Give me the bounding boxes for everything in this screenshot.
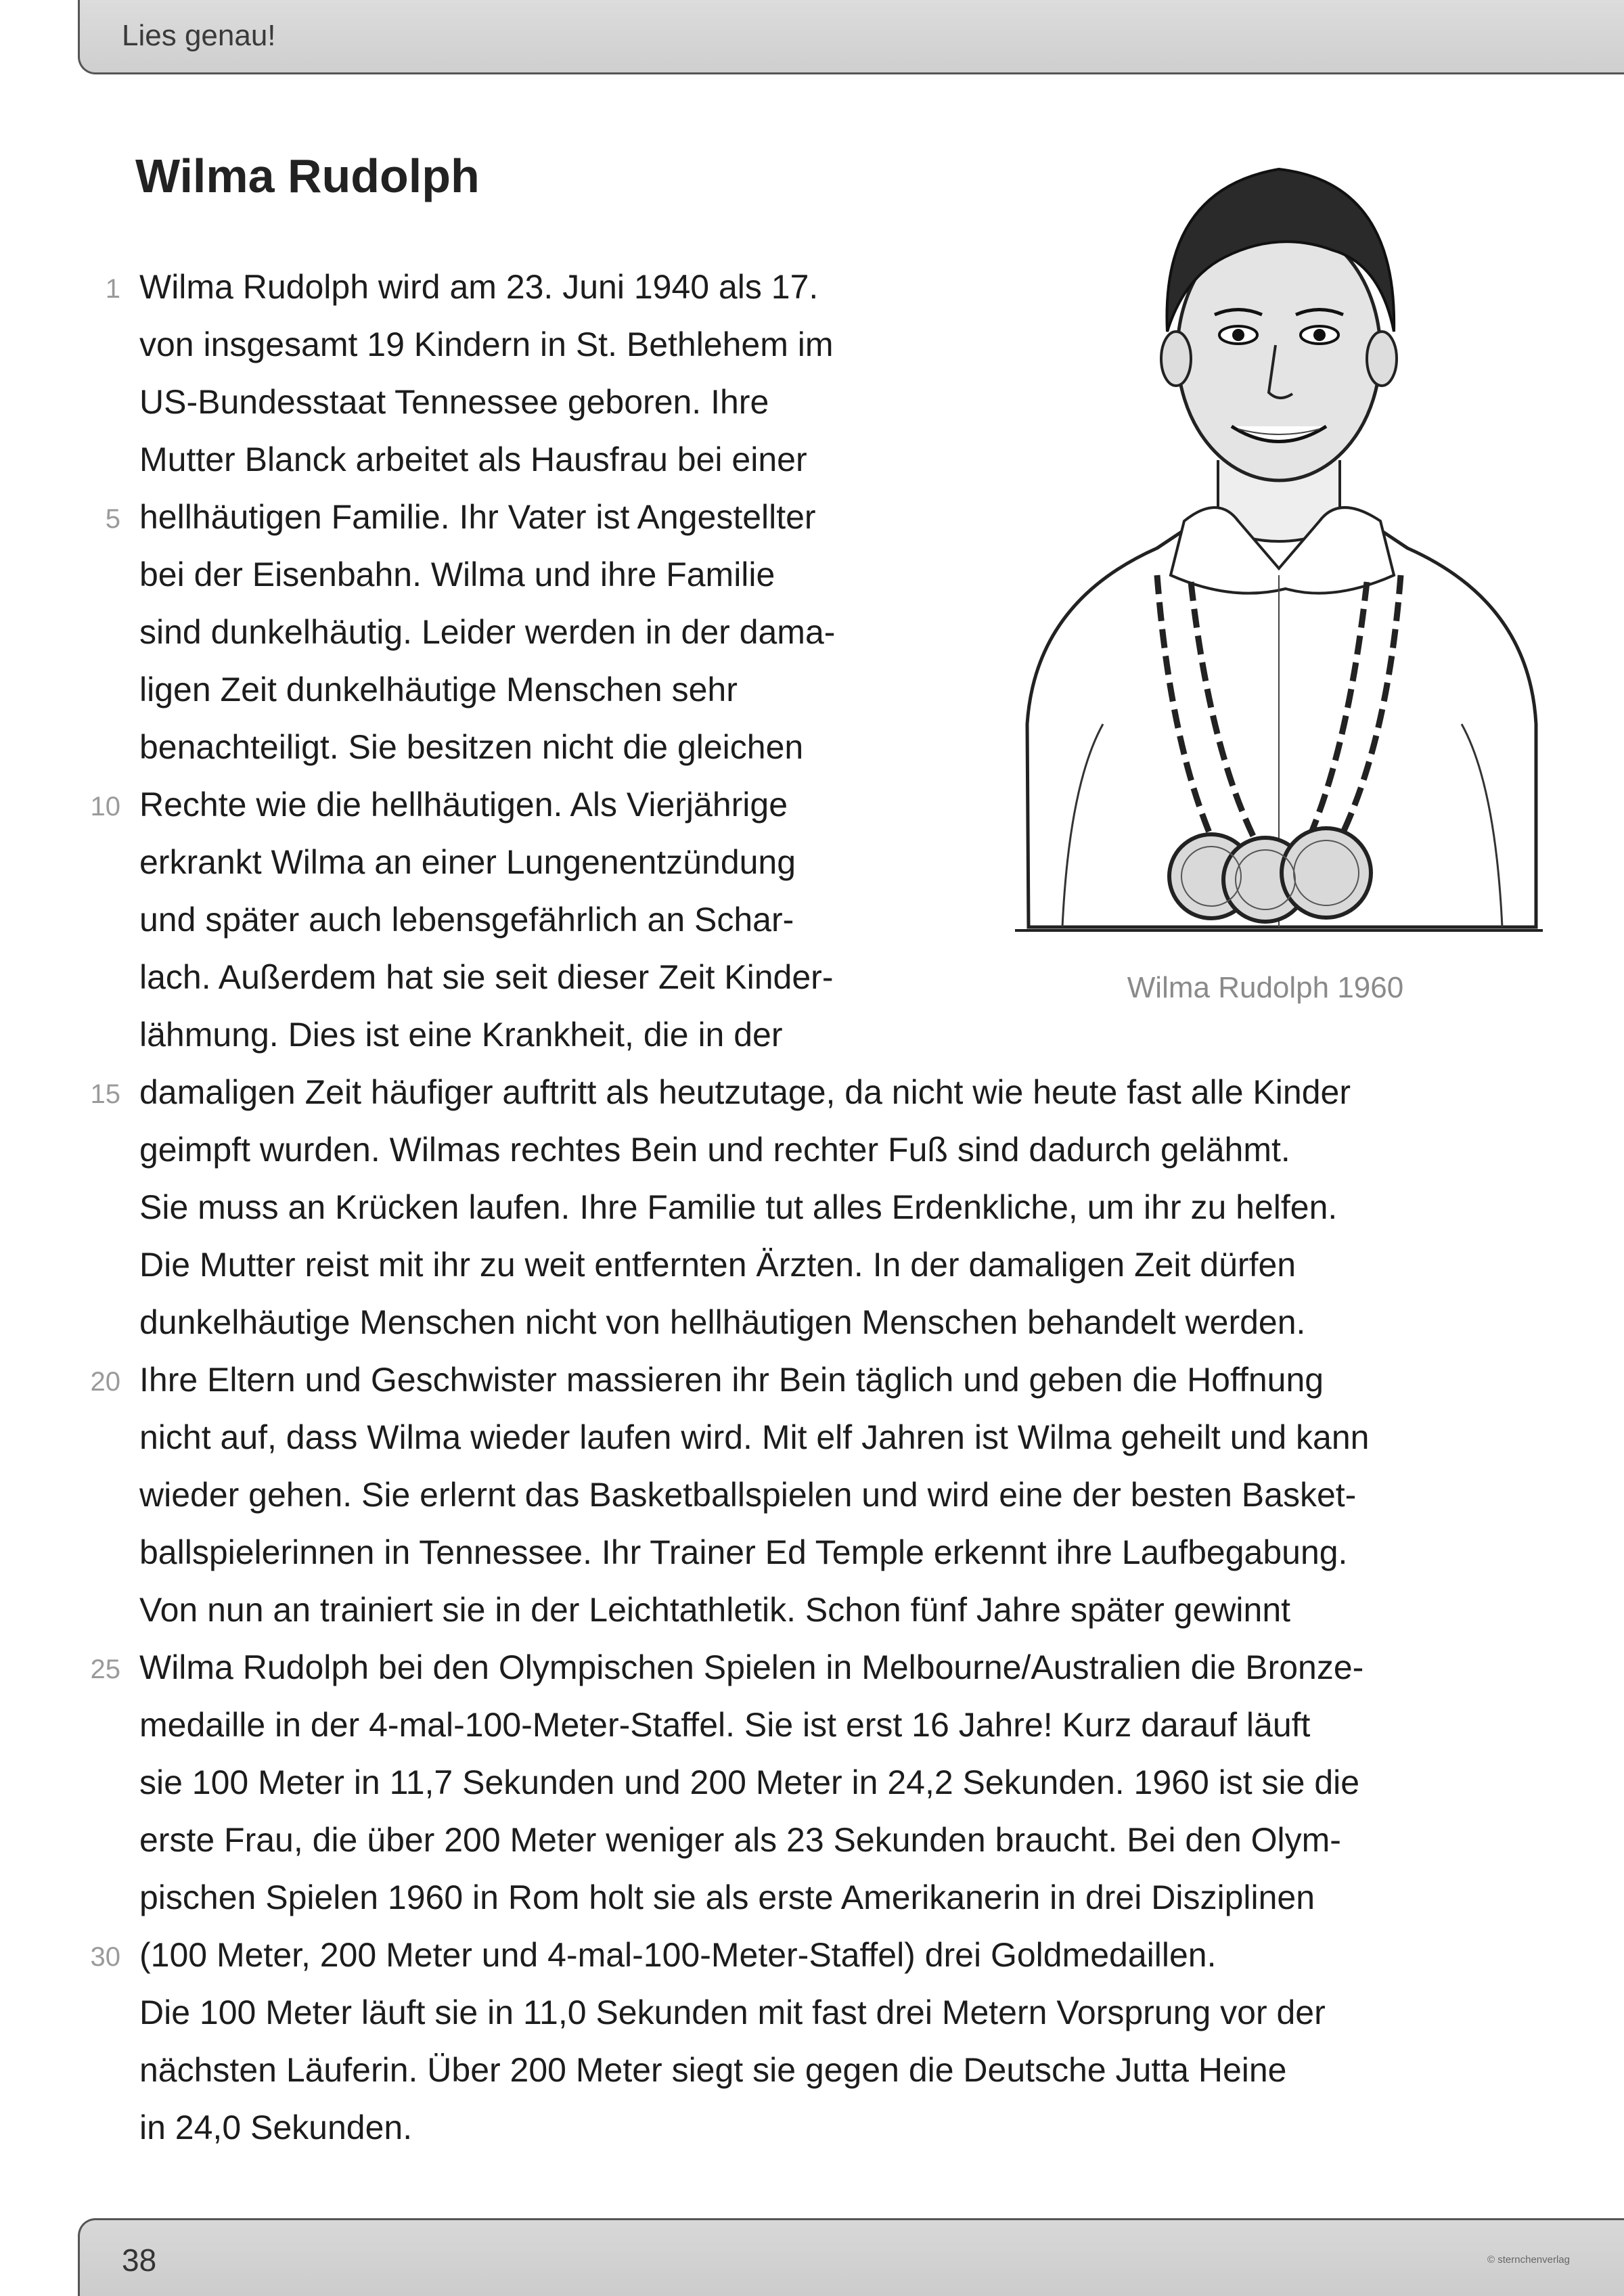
text-line: Rechte wie die hellhäutigen. Als Vierjährige [139, 786, 788, 824]
text-line: ligen Zeit dunkelhäutige Menschen sehr [139, 671, 738, 708]
text-line: erste Frau, die über 200 Meter weniger als 23 Sekunden braucht. Bei den Olym- [139, 1821, 1341, 1859]
text-line: Mutter Blanck arbeitet als Hausfrau bei einer [139, 441, 807, 478]
text-line: damaligen Zeit häufiger auftritt als heutzutage, da nicht wie heute fast alle Kinder [139, 1073, 1351, 1111]
text-line: pischen Spielen 1960 in Rom holt sie als erste Amerikanerin in drei Disziplinen [139, 1878, 1315, 1916]
illustration-caption: Wilma Rudolph 1960 [1127, 971, 1404, 1004]
line-number: 20 [90, 1367, 120, 1397]
line-number: 1 [105, 274, 120, 304]
text-line: nicht auf, dass Wilma wieder laufen wird. Mit elf Jahren ist Wilma geheilt und kann [139, 1418, 1370, 1456]
text-line: geimpft wurden. Wilmas rechtes Bein und rechter Fuß sind dadurch gelähmt. [139, 1131, 1290, 1169]
line-number: 25 [90, 1655, 120, 1684]
text-line: Von nun an trainiert sie in der Leichtathletik. Schon fünf Jahre später gewinnt [139, 1591, 1291, 1629]
text-line: sie 100 Meter in 11,7 Sekunden und 200 Meter in 24,2 Sekunden. 1960 ist sie die [139, 1763, 1360, 1801]
text-line: wieder gehen. Sie erlernt das Basketballspielen und wird eine der besten Basket- [139, 1476, 1357, 1514]
text-line: Wilma Rudolph wird am 23. Juni 1940 als 17. [139, 268, 819, 306]
portrait-illustration [1015, 142, 1543, 941]
header-label: Lies genau! [122, 19, 276, 52]
text-line: Die Mutter reist mit ihr zu weit entfernten Ärzten. In der damaligen Zeit dürfen [139, 1246, 1296, 1284]
page-number: 38 [122, 2243, 157, 2278]
article-title: Wilma Rudolph [135, 150, 480, 202]
text-line: von insgesamt 19 Kindern in St. Bethlehem im [139, 325, 834, 363]
text-line: Sie muss an Krücken laufen. Ihre Familie tut alles Erdenkliche, um ihr zu helfen. [139, 1188, 1338, 1226]
text-line: US-Bundesstaat Tennessee geboren. Ihre [139, 383, 769, 421]
line-number: 10 [90, 792, 120, 821]
text-line: Die 100 Meter läuft sie in 11,0 Sekunden mit fast drei Metern Vorsprung vor der [139, 1994, 1326, 2031]
text-line: in 24,0 Sekunden. [139, 2109, 413, 2146]
text-line: sind dunkelhäutig. Leider werden in der dama- [139, 613, 836, 651]
text-line: erkrankt Wilma an einer Lungenentzündung [139, 843, 796, 881]
line-number: 5 [105, 504, 120, 534]
header-bar [78, 0, 1624, 74]
text-line: benachteiligt. Sie besitzen nicht die gleichen [139, 728, 804, 766]
text-line: Wilma Rudolph bei den Olympischen Spielen in Melbourne/Australien die Bronze- [139, 1648, 1364, 1686]
text-line: und später auch lebensgefährlich an Schar- [139, 901, 794, 939]
text-line: Ihre Eltern und Geschwister massieren ihr Bein täglich und geben die Hoffnung [139, 1361, 1324, 1399]
text-line: ballspielerinnen in Tennessee. Ihr Trainer Ed Temple erkennt ihre Laufbegabung. [139, 1533, 1348, 1571]
text-line: dunkelhäutige Menschen nicht von hellhäutigen Menschen behandelt werden. [139, 1303, 1306, 1341]
text-line: (100 Meter, 200 Meter und 4-mal-100-Meter-Staffel) drei Goldmedaillen. [139, 1936, 1217, 1974]
copyright-note: © sternchenverlag [1487, 2254, 1570, 2266]
portrait-drawing [1015, 142, 1543, 941]
footer-bar [78, 2218, 1624, 2296]
text-line: lähmung. Dies ist eine Krankheit, die in der [139, 1016, 783, 1054]
text-line: bei der Eisenbahn. Wilma und ihre Familie [139, 556, 775, 593]
line-number: 30 [90, 1942, 120, 1972]
text-line: lach. Außerdem hat sie seit dieser Zeit Kinder- [139, 958, 834, 996]
text-line: hellhäutigen Familie. Ihr Vater ist Angestellter [139, 498, 816, 536]
text-line: medaille in der 4-mal-100-Meter-Staffel. Sie ist erst 16 Jahre! Kurz darauf läuft [139, 1706, 1311, 1744]
text-line: nächsten Läuferin. Über 200 Meter siegt sie gegen die Deutsche Jutta Heine [139, 2051, 1287, 2089]
line-number: 15 [90, 1079, 120, 1109]
